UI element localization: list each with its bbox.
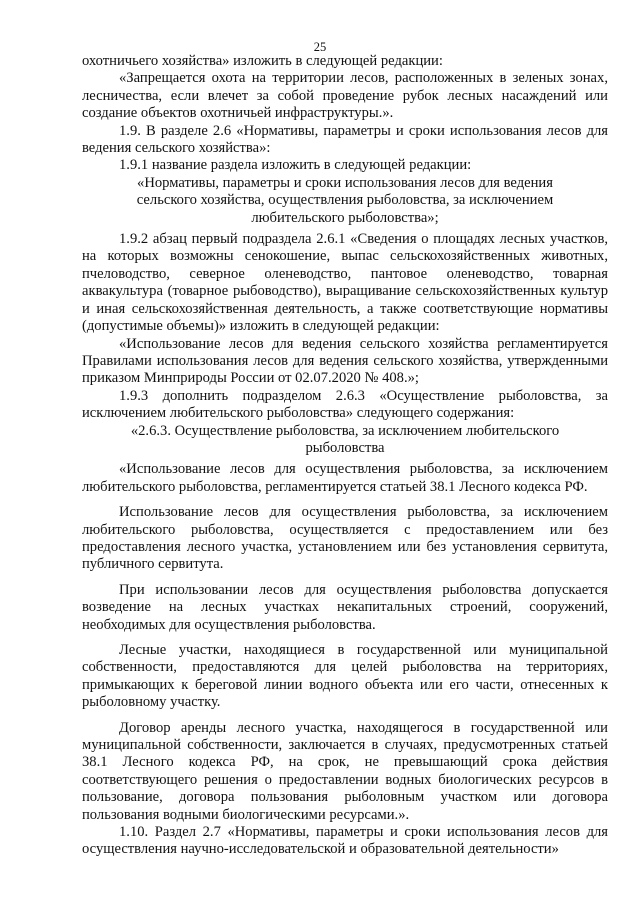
quoted-amendment-hunting: «Запрещается охота на территории лесов, расположенных в зеленых зонах, лесничества, если влечет за собой проведение рубок лесных насаждений или создание объектов охотничьей инфраструктуры.». <box>82 70 608 122</box>
subsection-paragraph-4: Лесные участки, находящиеся в государственной или муниципальной собственности, предоставляются для целей рыболовства на территориях, примыкающих к береговой линии водного объекта или его части, отнесенных к рыболовному участку. <box>82 642 608 711</box>
item-1-9-2: 1.9.2 абзац первый подраздела 2.6.1 «Сведения о площадях лесных участков, на которых возможны сенокошение, выпас сельскохозяйственных животных, пчеловодство, северное оленеводство, пантовое оленеводство, товарная аквакультура (товарное рыбоводство), выращивание сельскохозяйственных культур и иная сельскохозяйственная деятельность, а также соответствующие нормативы (допустимые объемы)» изложить в следующей редакции: <box>82 231 608 335</box>
subsection-paragraph-1: «Использование лесов для осуществления рыболовства, за исключением любительского рыболовства, регламентируется статьей 38.1 Лесного кодекса РФ. <box>82 461 608 495</box>
paragraph-continuation: охотничьего хозяйства» изложить в следующей редакции: <box>82 53 443 69</box>
item-1-10: 1.10. Раздел 2.7 «Нормативы, параметры и сроки использования лесов для осуществления научно-исследовательской и образовательной деятельности» <box>82 824 608 858</box>
quoted-amendment-agriculture: «Использование лесов для ведения сельского хозяйства регламентируется Правилами использования лесов для ведения сельского хозяйства, утвержденными приказом Минприроды России от 02.07.2020 № 408.»; <box>82 335 608 387</box>
subsection-paragraph-5: Договор аренды лесного участка, находящегося в государственной или муниципальной собственности, заключается в случаях, предусмотренных статьей 38.1 Лесного кодекса РФ, на срок, не превышающий срока действия соответствующего решения о предоставлении водных биологических ресурсов в пользование, договора пользования рыболовным участком или договора пользования водными биологическими ресурсами.». <box>82 719 608 823</box>
item-1-9-1: 1.9.1 название раздела изложить в следующей редакции: <box>119 157 472 174</box>
item-1-9-3: 1.9.3 дополнить подразделом 2.6.3 «Осуществление рыболовства, за исключением любительского рыболовства» следующего содержания: <box>82 387 608 422</box>
document-body <box>82 53 608 859</box>
item-1-9: 1.9. В разделе 2.6 «Нормативы, параметры и сроки использования лесов для ведения сельского хозяйства»: <box>82 122 608 157</box>
page-number: 25 <box>313 40 327 54</box>
subsection-heading-2-6-3: «2.6.3. Осуществление рыболовства, за исключением любительского рыболовства <box>130 422 560 456</box>
subsection-paragraph-2: Использование лесов для осуществления рыболовства, за исключением любительского рыболовства, осуществляется с предоставлением или без предоставления лесного участка, установлением или без установления сервитута, публичного сервитута. <box>82 504 608 573</box>
section-title-quote: «Нормативы, параметры и сроки использования лесов для ведения сельского хозяйства, осуществления рыболовства, за исключением любительского рыболовства»; <box>136 174 554 226</box>
subsection-paragraph-3: При использовании лесов для осуществления рыболовства допускается возведение на лесных участках некапитальных строений, сооружений, необходимых для осуществления рыболовства. <box>82 581 608 633</box>
